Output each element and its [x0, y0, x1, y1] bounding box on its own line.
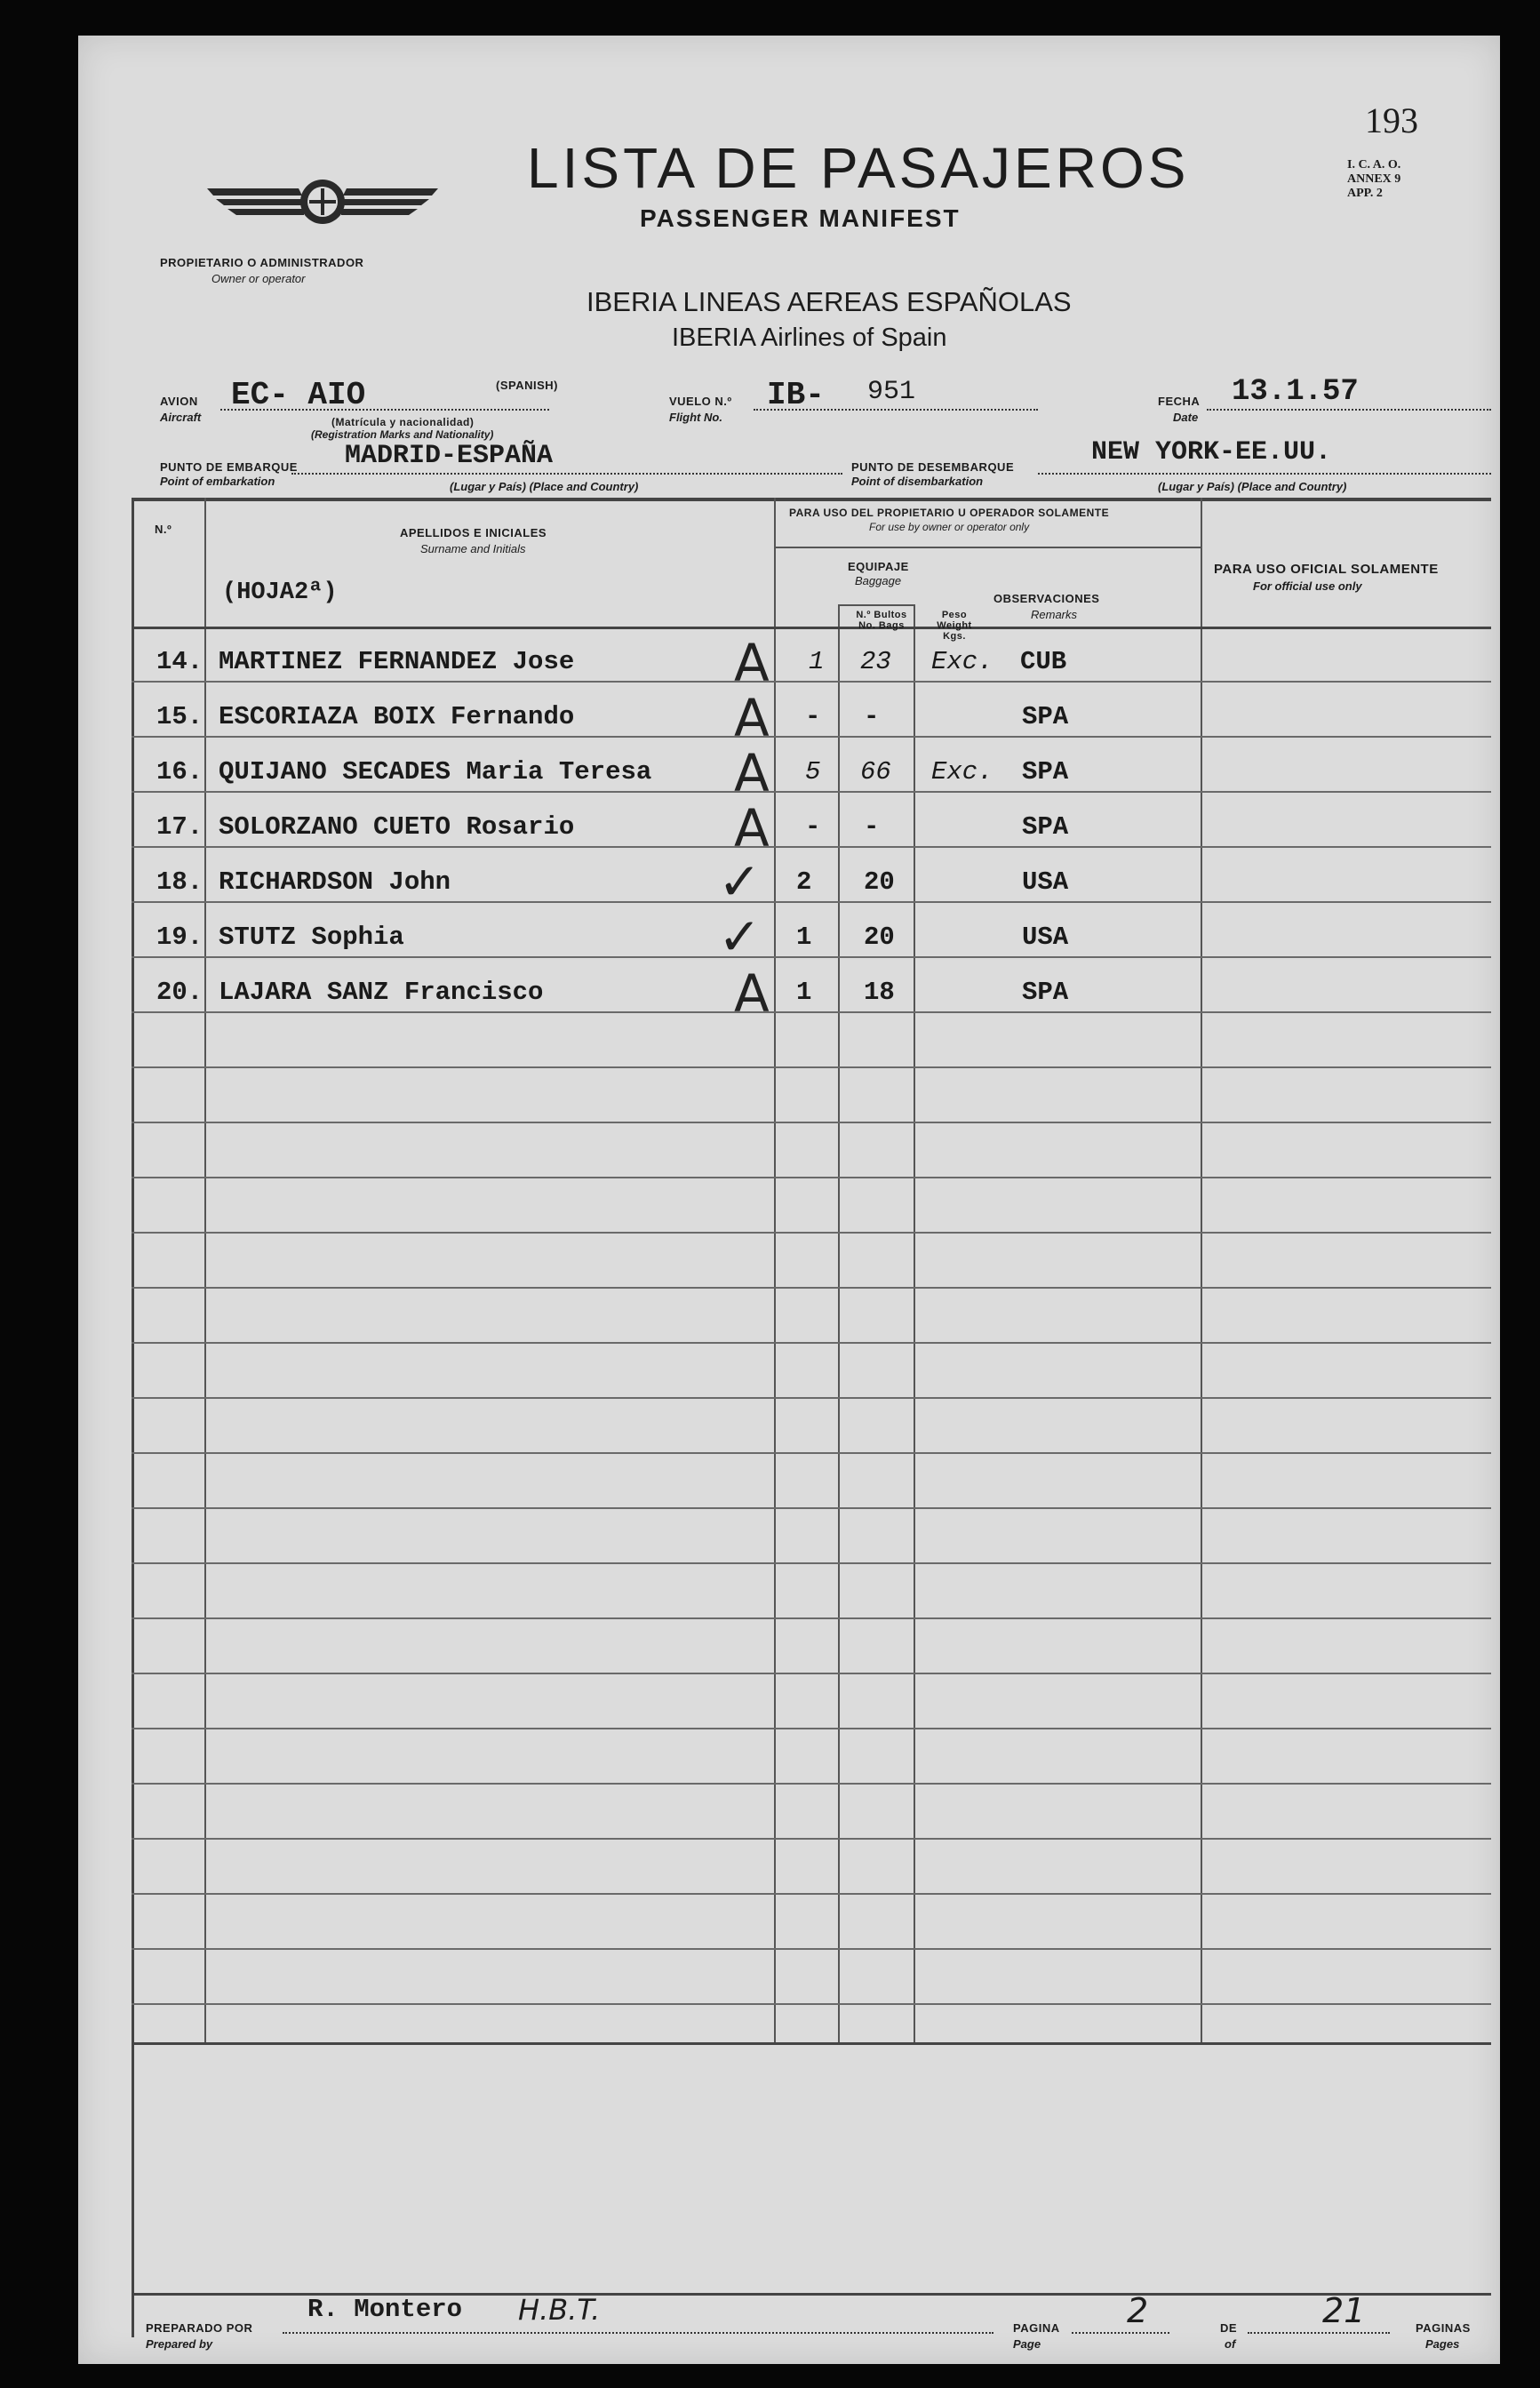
- passenger-name: MARTINEZ FERNANDEZ Jose: [219, 647, 575, 676]
- row-rule: [132, 901, 1491, 903]
- header-baggage: EQUIPAJE: [848, 560, 909, 573]
- page-value: 2: [1127, 2291, 1149, 2330]
- header-remarks: OBSERVACIONES: [993, 592, 1100, 605]
- passenger-weight: 20: [864, 922, 895, 952]
- header-bags: N.º Bultos No. Bags: [856, 610, 907, 631]
- row-rule: [132, 1122, 1491, 1123]
- passenger-bags: -: [805, 702, 821, 731]
- page-label-en: Page: [1013, 2337, 1041, 2351]
- passenger-name: ESCORIAZA BOIX Fernando: [219, 702, 575, 731]
- passenger-remarks: SPA: [1022, 812, 1069, 842]
- passenger-number: 19.: [156, 922, 203, 952]
- disembark-sub: (Lugar y País) (Place and Country): [1158, 480, 1347, 493]
- passenger-weight: -: [864, 702, 880, 731]
- embark-value: MADRID-ESPAÑA: [345, 441, 554, 471]
- aircraft-registration: EC- AIO: [231, 377, 366, 413]
- passenger-name: RICHARDSON John: [219, 867, 451, 897]
- passenger-weight: 20: [864, 867, 895, 897]
- row-rule: [132, 1011, 1491, 1013]
- page-label: PAGINA: [1013, 2321, 1060, 2335]
- date-line: [1207, 409, 1491, 411]
- flight-label: VUELO N.º: [669, 395, 732, 408]
- passenger-mark: A: [734, 633, 770, 693]
- header-official-use-en: For official use only: [1253, 579, 1362, 593]
- prepared-by-line: [283, 2332, 993, 2334]
- passenger-mark: A: [734, 798, 770, 859]
- table-left-border: [132, 498, 134, 2337]
- aircraft-label: AVION: [160, 395, 198, 408]
- row-rule: [132, 1507, 1491, 1509]
- row-rule: [132, 1177, 1491, 1178]
- aircraft-label-en: Aircraft: [160, 411, 202, 424]
- row-rule: [132, 1728, 1491, 1729]
- of-line: [1248, 2332, 1390, 2334]
- disembark-value: NEW YORK-EE.UU.: [1091, 437, 1332, 467]
- passenger-remarks: SPA: [1022, 757, 1069, 787]
- owner-use-divider: [774, 547, 1201, 548]
- owner-value: IBERIA LINEAS AEREAS ESPAÑOLAS: [586, 286, 1072, 317]
- header-number: N.º: [155, 523, 172, 536]
- row-rule: [132, 956, 1491, 958]
- passenger-remarks: USA: [1022, 922, 1069, 952]
- row-rule: [132, 846, 1491, 848]
- passenger-number: 17.: [156, 812, 203, 842]
- baggage-divider: [838, 604, 914, 606]
- passenger-number: 14.: [156, 647, 203, 676]
- header-bottom-border: [132, 627, 1491, 629]
- passenger-mark: ✓: [718, 906, 762, 967]
- row-rule: [132, 681, 1491, 683]
- passenger-weight: 18: [864, 978, 895, 1007]
- sheet-indicator: (HOJA2ª): [222, 579, 338, 606]
- table-top-border: [132, 498, 1491, 501]
- passenger-weight: -: [864, 812, 880, 842]
- passenger-name: LAJARA SANZ Francisco: [219, 978, 544, 1007]
- passenger-exc: Exc.: [931, 757, 993, 787]
- flight-label-en: Flight No.: [669, 411, 722, 424]
- flight-prefix: IB-: [767, 377, 825, 413]
- header-baggage-en: Baggage: [855, 574, 902, 587]
- column-divider-no: [204, 498, 206, 2044]
- row-rule: [132, 791, 1491, 793]
- row-rule: [132, 1948, 1491, 1950]
- owner-label-en: Owner or operator: [211, 272, 306, 285]
- row-rule: [132, 1673, 1491, 1674]
- passenger-name: SOLORZANO CUETO Rosario: [219, 812, 575, 842]
- row-rule: [132, 1397, 1491, 1399]
- passenger-exc: Exc.: [931, 647, 993, 676]
- date-value: 13.1.57: [1232, 375, 1359, 409]
- row-rule: [132, 1562, 1491, 1564]
- aircraft-sub-es: (Matrícula y nacionalidad): [331, 416, 475, 428]
- prepared-by-label: PREPARADO POR: [146, 2321, 253, 2335]
- row-rule: [132, 1452, 1491, 1454]
- passenger-remarks: CUB: [1020, 647, 1067, 676]
- aircraft-line: [220, 409, 549, 411]
- passenger-bags: 5: [805, 757, 821, 787]
- owner-label: PROPIETARIO O ADMINISTRADOR: [160, 256, 364, 269]
- prepared-by-value: R. Montero: [307, 2295, 463, 2324]
- passenger-mark: ✓: [718, 851, 762, 912]
- passenger-remarks: SPA: [1022, 702, 1069, 731]
- header-owner-use-en: For use by owner or operator only: [869, 521, 1030, 533]
- passenger-mark: A: [734, 688, 770, 748]
- pages-label-en: Pages: [1425, 2337, 1460, 2351]
- owner-value-en: IBERIA Airlines of Spain: [672, 323, 947, 352]
- title-english: PASSENGER MANIFEST: [640, 204, 961, 232]
- of-label: DE: [1220, 2321, 1238, 2335]
- flight-number: 951: [867, 377, 916, 407]
- passenger-remarks: SPA: [1022, 978, 1069, 1007]
- embark-label-en: Point of embarkation: [160, 475, 275, 488]
- manifest-sheet: [78, 36, 1500, 2364]
- passenger-bags: 1: [796, 922, 812, 952]
- passenger-name: QUIJANO SECADES Maria Teresa: [219, 757, 652, 787]
- passenger-bags: -: [805, 812, 821, 842]
- column-divider-weight: [914, 604, 915, 2044]
- passenger-bags: 2: [796, 867, 812, 897]
- column-divider-name: [774, 498, 776, 2044]
- date-label-en: Date: [1173, 411, 1199, 424]
- row-rule: [132, 1232, 1491, 1234]
- passenger-mark: A: [734, 743, 770, 803]
- row-rule: [132, 1342, 1491, 1344]
- passenger-name: STUTZ Sophia: [219, 922, 404, 952]
- page-number: 193: [1365, 100, 1418, 140]
- row-rule: [132, 736, 1491, 738]
- header-weight: Peso Weight Kgs.: [937, 610, 972, 642]
- embark-sub: (Lugar y País) (Place and Country): [450, 480, 639, 493]
- iberia-wings-logo: [203, 169, 443, 231]
- row-rule: [132, 1617, 1491, 1619]
- embark-label: PUNTO DE EMBARQUE: [160, 460, 298, 474]
- row-rule: [132, 1287, 1491, 1289]
- passenger-bags: 1: [796, 978, 812, 1007]
- header-name: APELLIDOS E INICIALES: [400, 526, 547, 539]
- prepared-by-label-en: Prepared by: [146, 2337, 213, 2351]
- date-label: FECHA: [1158, 395, 1201, 408]
- column-divider-remarks: [1201, 498, 1202, 2044]
- disembark-line: [1038, 473, 1491, 475]
- passenger-bags: 1: [809, 647, 825, 676]
- row-rule: [132, 1783, 1491, 1785]
- passenger-number: 20.: [156, 978, 203, 1007]
- page-line: [1072, 2332, 1169, 2334]
- passenger-remarks: USA: [1022, 867, 1069, 897]
- pages-label: PAGINAS: [1416, 2321, 1471, 2335]
- icao-reference: I. C. A. O. ANNEX 9 APP. 2: [1347, 158, 1401, 200]
- embark-line: [291, 473, 842, 475]
- of-label-en: of: [1225, 2337, 1236, 2351]
- passenger-number: 18.: [156, 867, 203, 897]
- aircraft-nationality-note: (SPANISH): [496, 379, 558, 392]
- title-spanish: LISTA DE PASAJEROS: [527, 136, 1190, 200]
- passenger-mark: A: [734, 963, 770, 1024]
- row-rule: [132, 1838, 1491, 1840]
- header-official-use: PARA USO OFICIAL SOLAMENTE: [1214, 562, 1439, 577]
- passenger-number: 15.: [156, 702, 203, 731]
- header-owner-use: PARA USO DEL PROPIETARIO U OPERADOR SOLAMENTE: [789, 507, 1110, 519]
- flight-line: [754, 409, 1038, 411]
- row-rule: [132, 2003, 1491, 2005]
- header-remarks-en: Remarks: [1031, 608, 1078, 621]
- passenger-weight: 66: [860, 757, 891, 787]
- row-rule: [132, 1066, 1491, 1068]
- disembark-label: PUNTO DE DESEMBARQUE: [851, 460, 1015, 474]
- row-rule: [132, 1893, 1491, 1895]
- column-divider-bags: [838, 604, 840, 2044]
- of-value: 21: [1322, 2291, 1366, 2330]
- aircraft-sub-en: (Registration Marks and Nationality): [311, 428, 494, 441]
- passenger-number: 16.: [156, 757, 203, 787]
- table-bottom-border: [132, 2042, 1491, 2045]
- disembark-label-en: Point of disembarkation: [851, 475, 984, 488]
- prepared-by-initials: H.B.T.: [518, 2293, 601, 2327]
- header-name-en: Surname and Initials: [420, 542, 526, 555]
- passenger-weight: 23: [860, 647, 891, 676]
